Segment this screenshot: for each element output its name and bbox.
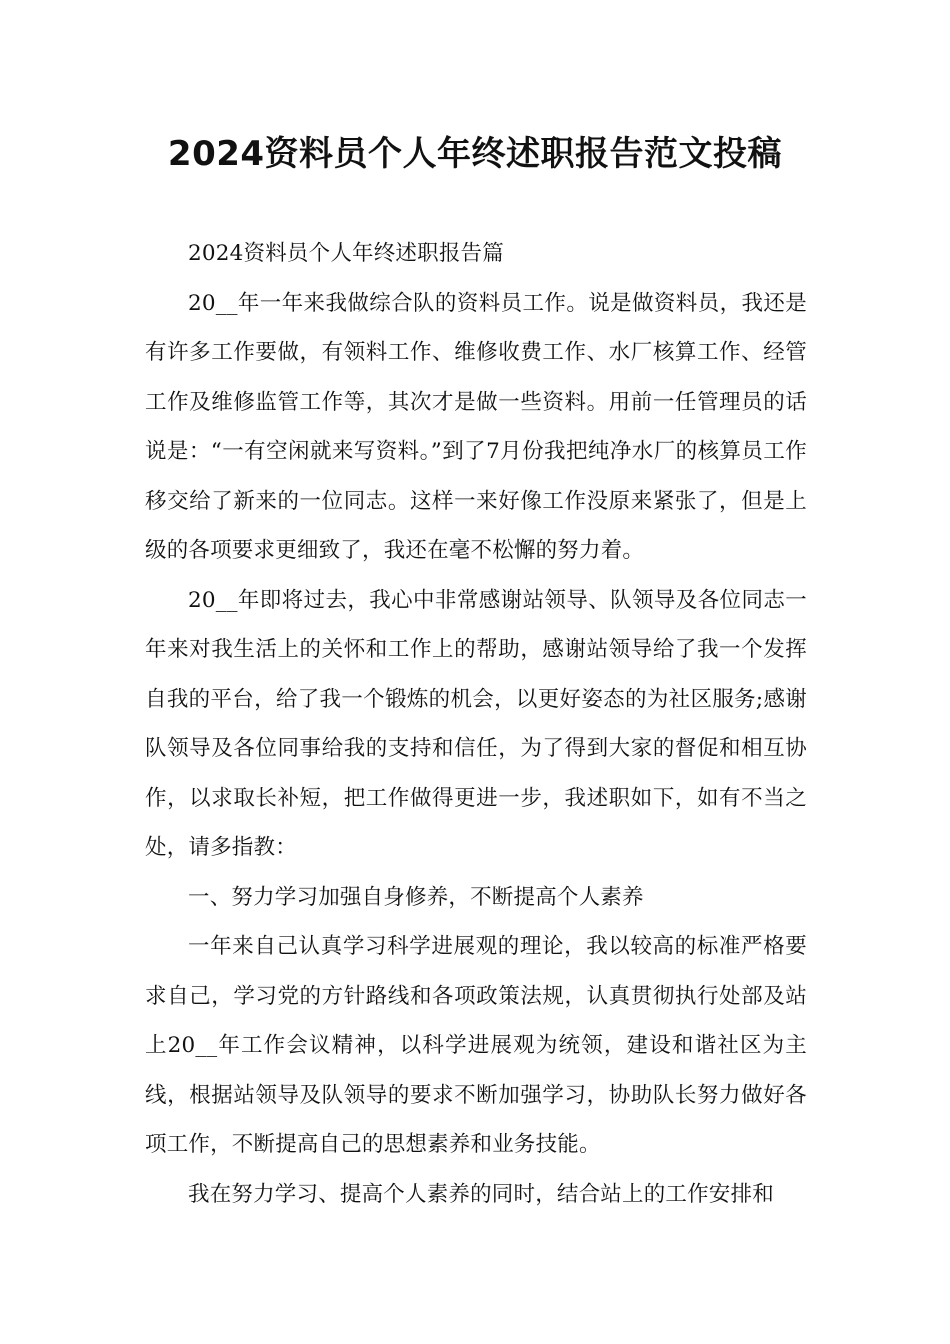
document-title: 2024资料员个人年终述职报告范文投稿 — [167, 134, 783, 174]
body-paragraph: 20__年即将过去，我心中非常感谢站领导、队领导及各位同志一年来对我生活上的关怀和工作上的帮助，感谢站领导给了我一个发挥自我的平台，给了我一个锻炼的机会，以更好姿态的为社区服务;感谢队领导及各位同事给我的支持和信任，为了得到大家的督促和相互协作，以求取长补短，把工作做得更进一步，我述职如下，如有不当之处，请多指教： — [145, 587, 807, 860]
document-body — [145, 229, 807, 1219]
body-paragraph: 一年来自己认真学习科学进展观的理论，我以较高的标准严格要求自己，学习党的方针路线和各项政策法规，认真贯彻执行处部及站上20__年工作会议精神，以科学进展观为统领，建设和谐社区为主线，根据站领导及队领导的要求不断加强学习，协助队长努力做好各项工作，不断提高自己的思想素养和业务技能。 — [145, 934, 807, 1157]
body-paragraph: 我在努力学习、提高个人素养的同时，结合站上的工作安排和 — [188, 1181, 774, 1207]
section-heading: 2024资料员个人年终述职报告篇 — [188, 241, 504, 266]
body-paragraph: 20__年一年来我做综合队的资料员工作。说是做资料员，我还是有许多工作要做，有领料工作、维修收费工作、水厂核算工作、经管工作及维修监管工作等，其次才是做一些资料。用前一任管理员的话说是：“一有空闲就来写资料。”到了7月份我把纯净水厂的核算员工作移交给了新来的一位同志。这样一来好像工作没原来紧张了，但是上级的各项要求更细致了，我还在毫不松懈的努力着。 — [145, 290, 807, 563]
section-heading: 一、努力学习加强自身修养，不断提高个人素养 — [188, 884, 644, 910]
